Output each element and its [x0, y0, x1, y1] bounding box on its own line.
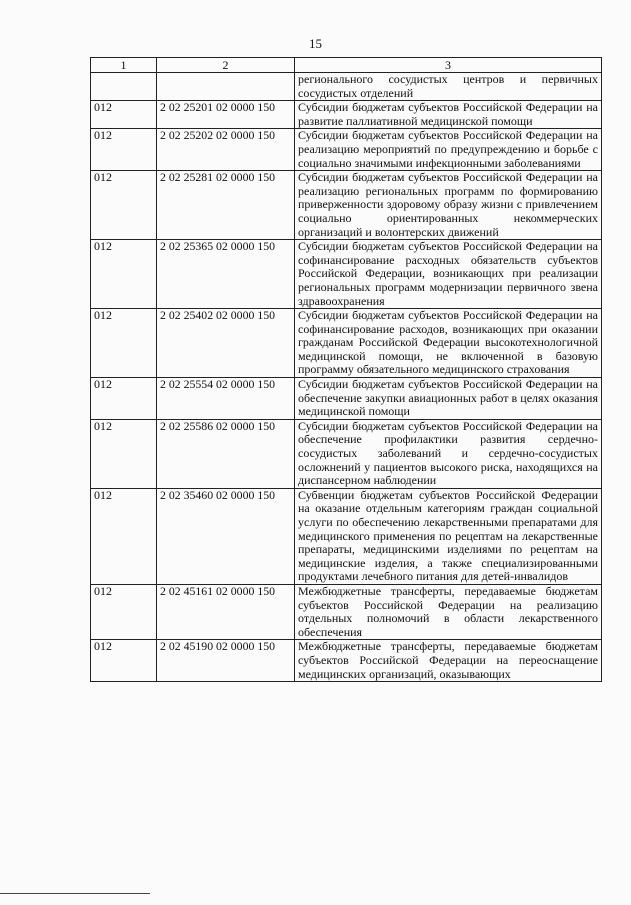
budget-code-cell: 2 02 45161 02 0000 150 — [157, 584, 295, 639]
column-header-1: 1 — [91, 58, 157, 73]
page-number: 15 — [309, 36, 322, 51]
description-cell: Субсидии бюджетам субъектов Российской Федерации на обеспечение профилактики развития сердечно-сосудистых заболеваний и сердечно-сосудистых осложнений у пациентов высокого риска, находящихся на диспансерном наблюдении — [295, 419, 602, 488]
table-row — [91, 419, 602, 488]
description-cell: Субсидии бюджетам субъектов Российской Федерации на реализацию региональных программ по формированию приверженности здоровому образу жизни с привлечением социально ориентированных некоммерческих организаций и волонтерских движений — [295, 171, 602, 240]
budget-code-cell: 2 02 25201 02 0000 150 — [157, 101, 295, 129]
description-cell: Межбюджетные трансферты, передаваемые бюджетам субъектов Российской Федерации на переоснащение медицинских организаций, оказывающих — [295, 640, 602, 682]
budget-code-cell: 2 02 25586 02 0000 150 — [157, 419, 295, 488]
admin-code-cell — [91, 73, 157, 101]
table-header-row — [91, 58, 602, 73]
admin-code-cell: 012 — [91, 171, 157, 240]
description-cell: Субсидии бюджетам субъектов Российской Федерации на обеспечение закупки авиационных работ в целях оказания медицинской помощи — [295, 378, 602, 420]
budget-code-cell: 2 02 25365 02 0000 150 — [157, 240, 295, 309]
budget-code-cell: 2 02 45190 02 0000 150 — [157, 640, 295, 682]
admin-code-cell: 012 — [91, 240, 157, 309]
admin-code-cell: 012 — [91, 419, 157, 488]
admin-code-cell: 012 — [91, 584, 157, 639]
description-cell: Субсидии бюджетам субъектов Российской Федерации на развитие паллиативной медицинской помощи — [295, 101, 602, 129]
budget-code-cell: 2 02 25281 02 0000 150 — [157, 171, 295, 240]
table-row — [91, 73, 602, 101]
table-row — [91, 101, 602, 129]
description-cell: Субсидии бюджетам субъектов Российской Федерации на софинансирование расходных обязательств субъектов Российской Федерации, возникающих при реализации региональных программ модернизации первичного звена здравоохранения — [295, 240, 602, 309]
budget-classification-table — [90, 57, 602, 682]
description-cell: Межбюджетные трансферты, передаваемые бюджетам субъектов Российской Федерации на реализацию отдельных полномочий в области лекарственного обеспечения — [295, 584, 602, 639]
table-row — [91, 488, 602, 584]
budget-code-cell: 2 02 25202 02 0000 150 — [157, 129, 295, 171]
budget-code-cell: 2 02 25554 02 0000 150 — [157, 378, 295, 420]
admin-code-cell: 012 — [91, 378, 157, 420]
column-header-2: 2 — [157, 58, 295, 73]
description-cell: регионального сосудистых центров и первичных сосудистых отделений — [295, 73, 602, 101]
admin-code-cell: 012 — [91, 309, 157, 378]
table-row — [91, 129, 602, 171]
table-row — [91, 378, 602, 420]
table-row — [91, 584, 602, 639]
admin-code-cell: 012 — [91, 129, 157, 171]
table-row — [91, 640, 602, 682]
admin-code-cell: 012 — [91, 101, 157, 129]
description-cell: Субсидии бюджетам субъектов Российской Федерации на софинансирование расходов, возникающих при оказании гражданам Российской Федерации высокотехнологичной медицинской помощи, не включенной в базовую программу обязательного медицинского страхования — [295, 309, 602, 378]
admin-code-cell: 012 — [91, 488, 157, 584]
column-header-3: 3 — [295, 58, 602, 73]
table-row — [91, 171, 602, 240]
table-row — [91, 240, 602, 309]
footnote-divider — [0, 893, 150, 894]
description-cell: Субсидии бюджетам субъектов Российской Федерации на реализацию мероприятий по предупреждению и борьбе с социально значимыми инфекционными заболеваниями — [295, 129, 602, 171]
table-row — [91, 309, 602, 378]
description-cell: Субвенции бюджетам субъектов Российской Федерации на оказание отдельным категориям граждан социальной услуги по обеспечению лекарственными препаратами для медицинского применения по рецептам на лекарственные препараты, медицинскими изделиями по рецептам на медицинские изделия, а также специализированными продуктами лечебного питания для детей-инвалидов — [295, 488, 602, 584]
budget-code-cell — [157, 73, 295, 101]
budget-code-cell: 2 02 35460 02 0000 150 — [157, 488, 295, 584]
budget-code-cell: 2 02 25402 02 0000 150 — [157, 309, 295, 378]
admin-code-cell: 012 — [91, 640, 157, 682]
